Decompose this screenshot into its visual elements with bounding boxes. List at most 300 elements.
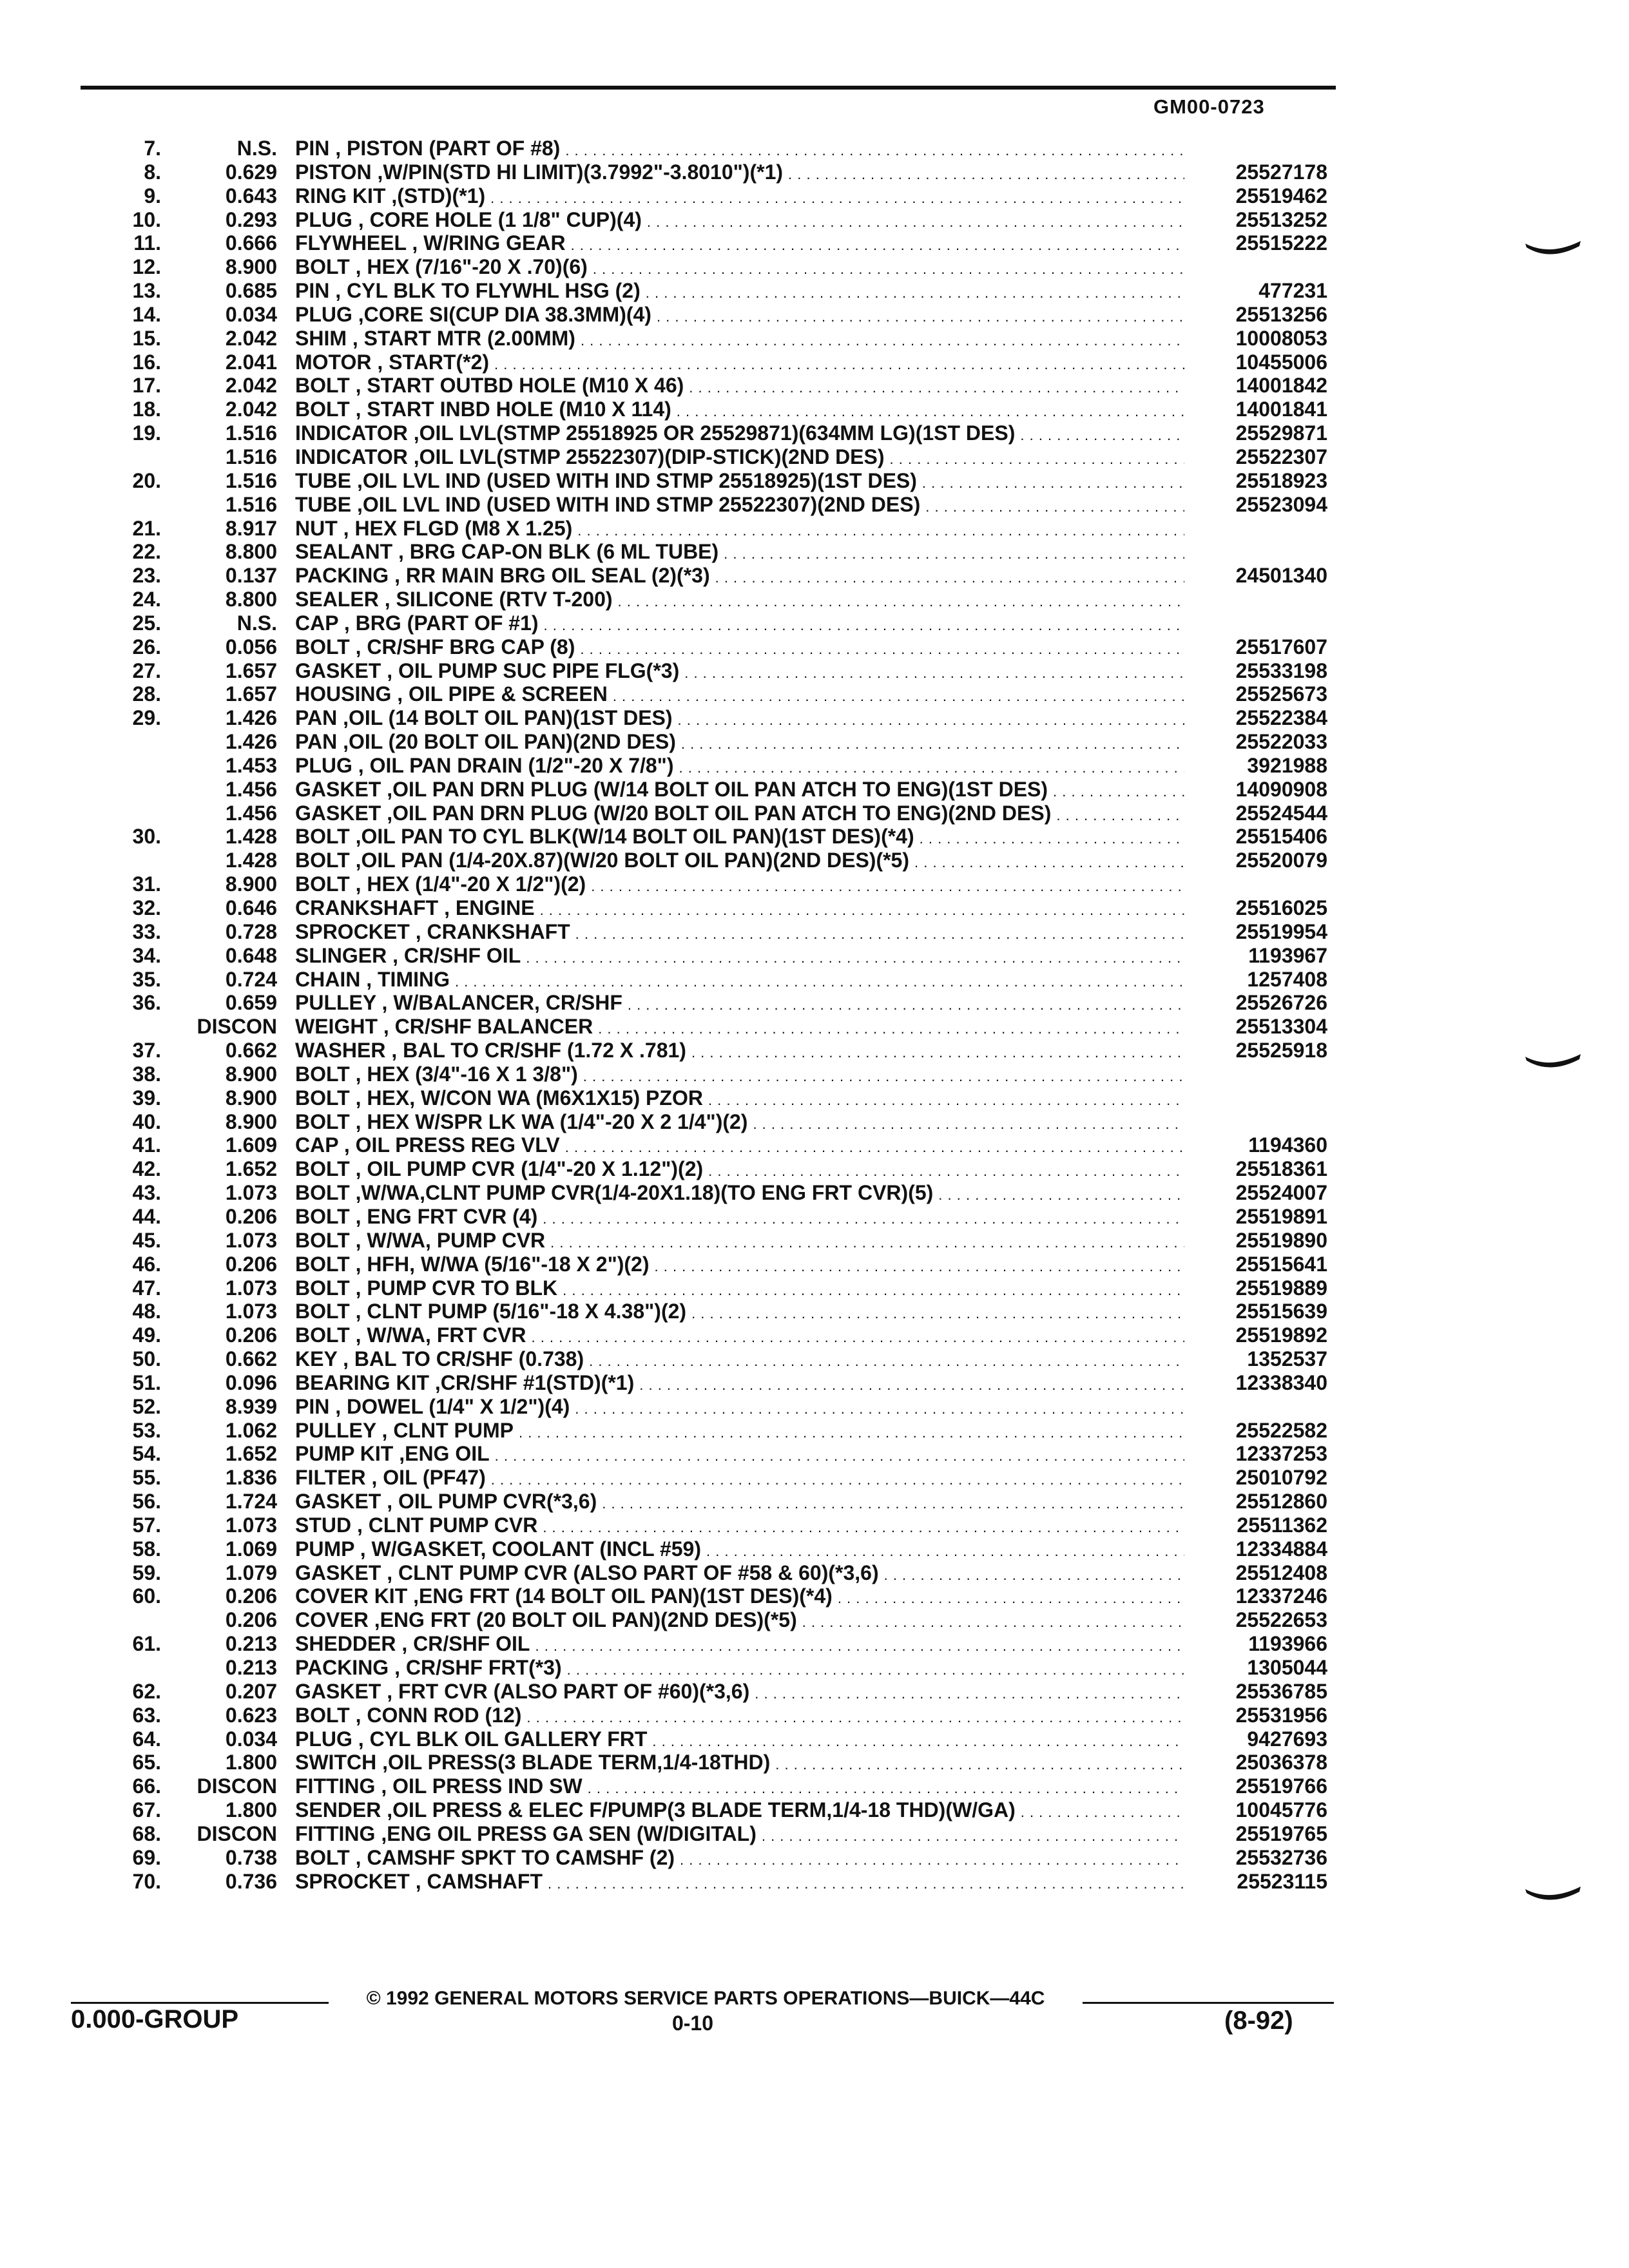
part-name: TUBE — [295, 468, 352, 492]
part-description — [295, 1608, 1184, 1634]
part-detail: , CYL BLK TO FLYWHL HSG (2) — [335, 279, 641, 303]
part-name: GASKET — [295, 801, 381, 825]
table-row — [0, 1133, 1629, 1157]
part-name: PIN — [295, 1394, 330, 1418]
table-row — [0, 778, 1629, 802]
part-detail: , CLNT PUMP CVR — [357, 1513, 538, 1537]
table-row — [0, 1680, 1629, 1704]
part-detail: , OIL PIPE & SCREEN — [397, 682, 608, 706]
part-detail: , CR/SHF OIL — [401, 1632, 530, 1656]
table-row — [0, 1751, 1629, 1774]
table-row — [0, 1822, 1629, 1846]
table-row — [0, 1300, 1629, 1323]
ref-number: 64. — [132, 1727, 161, 1751]
ref-number: 57. — [132, 1513, 161, 1537]
part-name: PAN — [295, 730, 338, 754]
part-detail: , CR/SHF BRG CAP (8) — [355, 635, 575, 658]
part-description — [295, 1798, 1184, 1824]
group-number: 1.724 — [225, 1490, 277, 1514]
group-number: 0.206 — [225, 1323, 277, 1347]
part-name: PLUG — [295, 207, 352, 231]
part-description — [295, 611, 1184, 637]
table-row — [0, 754, 1629, 778]
part-name: SENDER — [295, 1798, 381, 1822]
group-number: 0.738 — [225, 1845, 277, 1869]
ref-number: 45. — [132, 1228, 161, 1252]
part-detail: , HEX (1/4"-20 X 1/2")(2) — [355, 872, 586, 896]
part-detail: , W/WA, PUMP CVR — [355, 1228, 546, 1252]
part-detail: , CORE HOLE (1 1/8" CUP)(4) — [358, 207, 642, 231]
part-detail: , CYL BLK OIL GALLERY FRT — [358, 1727, 648, 1751]
part-name: FILTER — [295, 1466, 366, 1490]
header-rule — [81, 86, 1336, 90]
part-name: BOLT — [295, 1252, 350, 1276]
ref-number: 54. — [132, 1442, 161, 1466]
part-description — [295, 682, 1184, 708]
group-number: 0.056 — [225, 635, 277, 658]
part-name: WEIGHT — [295, 1015, 378, 1039]
part-name: CAP — [295, 1133, 338, 1157]
part-number: 25532736 — [1235, 1845, 1327, 1869]
part-description — [295, 1181, 1184, 1207]
part-name: BOLT — [295, 1110, 350, 1133]
table-row — [0, 659, 1629, 683]
part-number: 1257408 — [1247, 967, 1327, 991]
part-detail: , OIL PUMP CVR(*3,6) — [387, 1490, 597, 1514]
ref-number: 29. — [132, 706, 161, 730]
part-detail: , BRG (PART OF #1) — [343, 611, 539, 635]
part-number: 25524007 — [1235, 1181, 1327, 1205]
ref-number: 14. — [132, 302, 161, 326]
part-detail: , HEX, W/CON WA (M6X1X15) PZOR — [355, 1086, 703, 1110]
part-description — [295, 754, 1184, 780]
part-detail: ,(STD)(*1) — [391, 184, 486, 207]
ref-number: 44. — [132, 1204, 161, 1228]
part-name: SPROCKET — [295, 1869, 410, 1893]
part-detail: , HEX W/SPR LK WA (1/4"-20 X 2 1/4")(2) — [355, 1110, 748, 1133]
part-number: 25522307 — [1235, 445, 1327, 468]
table-row — [0, 825, 1629, 849]
group-number: 8.900 — [225, 255, 277, 279]
part-description — [295, 1656, 1184, 1682]
group-number: 2.042 — [225, 326, 277, 350]
part-detail: , CLNT PUMP (5/16"-18 X 4.38")(2) — [355, 1300, 687, 1323]
part-name: BOLT — [295, 255, 350, 279]
part-detail: ,OIL LVL IND (USED WITH IND STMP 25522307)(2ND DES) — [357, 492, 921, 516]
part-detail: , ENG FRT CVR (4) — [355, 1204, 538, 1228]
group-number: 8.900 — [225, 1110, 277, 1133]
part-detail: , OIL PUMP CVR (1/4"-20 X 1.12")(2) — [355, 1157, 704, 1181]
part-description — [295, 730, 1184, 756]
table-row — [0, 1181, 1629, 1205]
part-name: PIN — [295, 279, 330, 303]
part-detail: ,OIL (20 BOLT OIL PAN)(2ND DES) — [343, 730, 676, 754]
part-description — [295, 137, 1184, 162]
group-number: 1.657 — [225, 682, 277, 706]
group-number: 0.206 — [225, 1204, 277, 1228]
part-name: GASKET — [295, 1561, 381, 1584]
part-number: 12334884 — [1235, 1537, 1327, 1561]
table-row — [0, 920, 1629, 944]
group-number: 2.042 — [225, 398, 277, 421]
ref-number: 22. — [132, 540, 161, 564]
table-row — [0, 1323, 1629, 1347]
part-number: 25515639 — [1235, 1300, 1327, 1323]
part-number: 25533198 — [1235, 658, 1327, 682]
part-name: COVER KIT — [295, 1584, 408, 1608]
group-number: 0.736 — [225, 1869, 277, 1893]
part-description — [295, 1584, 1184, 1610]
table-row — [0, 1253, 1629, 1276]
part-description — [295, 1751, 1184, 1776]
part-number: 25516025 — [1235, 896, 1327, 919]
group-number: 0.728 — [225, 919, 277, 943]
part-detail: ,OIL (14 BOLT OIL PAN)(1ST DES) — [343, 706, 673, 730]
group-number: 0.206 — [225, 1584, 277, 1608]
binder-hole-mark-top — [1524, 237, 1582, 263]
part-number: 12337246 — [1235, 1584, 1327, 1608]
part-detail: , TIMING — [366, 967, 450, 991]
part-name: MOTOR — [295, 350, 372, 374]
part-detail: , START(*2) — [377, 350, 490, 374]
group-number: 0.648 — [225, 943, 277, 967]
part-name: FITTING — [295, 1774, 376, 1798]
part-name: BOLT — [295, 374, 350, 398]
part-name: BOLT — [295, 1228, 350, 1252]
part-name: GASKET — [295, 1679, 381, 1703]
part-number: 25515406 — [1235, 825, 1327, 849]
group-number: 0.206 — [225, 1252, 277, 1276]
part-name: CAP — [295, 611, 338, 635]
group-number: 0.034 — [225, 1727, 277, 1751]
group-number: 1.652 — [225, 1442, 277, 1466]
parts-list — [0, 137, 1629, 1893]
ref-number: 28. — [132, 682, 161, 706]
part-detail: , CAMSHF SPKT TO CAMSHF (2) — [355, 1845, 675, 1869]
ref-number: 42. — [132, 1157, 161, 1181]
part-number: 25525673 — [1235, 682, 1327, 706]
part-description — [295, 588, 1184, 613]
part-number: 25512860 — [1235, 1490, 1327, 1514]
table-row — [0, 1347, 1629, 1371]
table-row — [0, 1798, 1629, 1822]
part-detail: ,OIL PRESS & ELEC F/PUMP(3 BLADE TERM,1/4-18 THD)(W/GA) — [387, 1798, 1016, 1822]
ref-number: 52. — [132, 1394, 161, 1418]
part-number: 25519462 — [1235, 184, 1327, 207]
part-description — [295, 1395, 1184, 1421]
table-row — [0, 1490, 1629, 1514]
table-row — [0, 1276, 1629, 1300]
part-name: PLUG — [295, 1727, 352, 1751]
part-name: SLINGER — [295, 943, 387, 967]
ref-number: 27. — [132, 658, 161, 682]
group-number: 2.041 — [225, 350, 277, 374]
part-name: RING KIT — [295, 184, 386, 207]
part-description — [295, 1062, 1184, 1088]
table-row — [0, 255, 1629, 279]
table-row — [0, 1157, 1629, 1181]
group-number: 8.900 — [225, 872, 277, 896]
page-number: 0-10 — [671, 2012, 714, 2035]
group-number: 1.516 — [225, 445, 277, 468]
part-number: 25513304 — [1235, 1015, 1327, 1039]
part-description — [295, 469, 1184, 495]
ref-number: 53. — [132, 1418, 161, 1442]
part-name: CHAIN — [295, 967, 361, 991]
group-number: 8.917 — [225, 516, 277, 540]
part-detail: , PISTON (PART OF #8) — [335, 137, 561, 160]
part-description — [295, 1704, 1184, 1729]
part-detail: , OIL PAN DRAIN (1/2"-20 X 7/8") — [358, 753, 674, 777]
part-number: 25523115 — [1237, 1869, 1327, 1893]
group-number: 1.073 — [225, 1276, 277, 1300]
part-detail: , OIL PRESS IND SW — [381, 1774, 583, 1798]
part-description — [295, 279, 1184, 305]
part-description — [295, 540, 1184, 566]
part-number: 25515222 — [1235, 231, 1327, 255]
group-number: 1.453 — [225, 753, 277, 777]
part-number: 25519892 — [1235, 1323, 1327, 1347]
table-row — [0, 1632, 1629, 1656]
part-description — [295, 1419, 1184, 1445]
ref-number: 33. — [132, 919, 161, 943]
table-row — [0, 1015, 1629, 1039]
table-row — [0, 398, 1629, 421]
group-number: 8.800 — [225, 540, 277, 564]
table-row — [0, 1704, 1629, 1727]
part-number: 25515641 — [1235, 1252, 1327, 1276]
part-description — [295, 1870, 1184, 1896]
part-detail: ,ENG FRT (20 BOLT OIL PAN)(2ND DES)(*5) — [374, 1608, 797, 1632]
part-description — [295, 1774, 1184, 1800]
ref-number: 41. — [132, 1133, 161, 1157]
part-description — [295, 1300, 1184, 1325]
part-description — [295, 398, 1184, 423]
ref-number: 9. — [144, 184, 161, 207]
part-name: STUD — [295, 1513, 352, 1537]
group-number: 1.428 — [225, 825, 277, 849]
part-name: PULLEY — [295, 991, 376, 1015]
part-name: BOLT — [295, 398, 350, 421]
part-description — [295, 802, 1184, 827]
group-number: 1.657 — [225, 658, 277, 682]
group-number: 1.609 — [225, 1133, 277, 1157]
ref-number: 48. — [132, 1300, 161, 1323]
part-name: SHEDDER — [295, 1632, 396, 1656]
ref-number: 50. — [132, 1347, 161, 1371]
part-description — [295, 1537, 1184, 1563]
part-detail: ,OIL PAN TO CYL BLK(W/14 BOLT OIL PAN)(1ST DES)(*4) — [355, 825, 914, 849]
part-detail: , PUMP CVR TO BLK — [355, 1276, 558, 1300]
group-number: 0.293 — [225, 207, 277, 231]
table-row — [0, 1537, 1629, 1561]
ref-number: 49. — [132, 1323, 161, 1347]
ref-number: 30. — [132, 825, 161, 849]
table-row — [0, 706, 1629, 730]
catalog-code: GM00-0723 — [1153, 95, 1265, 118]
ref-number: 39. — [132, 1086, 161, 1110]
part-number: 24501340 — [1235, 564, 1327, 588]
table-row — [0, 208, 1629, 232]
ref-number: 35. — [132, 967, 161, 991]
group-number: 1.516 — [225, 468, 277, 492]
part-name: GASKET — [295, 777, 381, 801]
part-number: 25526726 — [1235, 991, 1327, 1015]
table-row — [0, 802, 1629, 825]
part-number: 1352537 — [1247, 1347, 1327, 1371]
part-description — [295, 1086, 1184, 1112]
ref-number: 20. — [132, 468, 161, 492]
part-description — [295, 1442, 1184, 1468]
part-name: WASHER — [295, 1039, 386, 1062]
ref-number: 66. — [132, 1774, 161, 1798]
group-number: 0.643 — [225, 184, 277, 207]
group-number: 8.939 — [225, 1394, 277, 1418]
part-name: BEARING KIT — [295, 1370, 429, 1394]
table-row — [0, 588, 1629, 611]
ref-number: 21. — [132, 516, 161, 540]
part-detail: , OIL PRESS REG VLV — [343, 1133, 560, 1157]
group-number: 0.724 — [225, 967, 277, 991]
table-row — [0, 1371, 1629, 1395]
table-row — [0, 231, 1629, 255]
ref-number: 62. — [132, 1679, 161, 1703]
ref-number: 24. — [132, 588, 161, 611]
part-description — [295, 1133, 1184, 1159]
binder-hole-mark-middle — [1524, 1050, 1582, 1076]
part-description — [295, 421, 1184, 447]
part-number: 9427693 — [1247, 1727, 1327, 1751]
part-description — [295, 1632, 1184, 1658]
part-detail: , FRT CVR (ALSO PART OF #60)(*3,6) — [387, 1679, 750, 1703]
ref-number: 10. — [132, 207, 161, 231]
part-number: 25522384 — [1235, 706, 1327, 730]
part-name: BOLT — [295, 1086, 350, 1110]
part-description — [295, 1205, 1184, 1231]
ref-number: 12. — [132, 255, 161, 279]
part-number: 25529871 — [1235, 421, 1327, 445]
part-name: BOLT — [295, 825, 350, 849]
table-row — [0, 351, 1629, 374]
group-number: 1.800 — [225, 1798, 277, 1822]
group-number: 0.629 — [225, 160, 277, 184]
part-detail: , START INBD HOLE (M10 X 114) — [355, 398, 671, 421]
table-row — [0, 1608, 1629, 1632]
part-description — [295, 351, 1184, 376]
ref-number: 34. — [132, 943, 161, 967]
part-description — [295, 872, 1184, 898]
ref-number: 70. — [132, 1869, 161, 1893]
ref-number: 59. — [132, 1561, 161, 1584]
part-detail: ,OIL PRESS(3 BLADE TERM,1/4-18THD) — [382, 1751, 771, 1774]
group-number: 1.079 — [225, 1561, 277, 1584]
group-number: 1.836 — [225, 1466, 277, 1490]
group-number: N.S. — [236, 611, 277, 635]
group-number: 1.428 — [225, 849, 277, 872]
group-number: 0.662 — [225, 1347, 277, 1371]
part-detail: ,OIL LVL(STMP 25518925 OR 25529871)(634MM LG)(1ST DES) — [413, 421, 1016, 445]
ref-number: 8. — [144, 160, 161, 184]
part-description — [295, 374, 1184, 399]
table-row — [0, 1110, 1629, 1134]
part-number: 25536785 — [1235, 1679, 1327, 1703]
table-row — [0, 1442, 1629, 1466]
part-name: PAN — [295, 706, 338, 730]
group-number: 1.069 — [225, 1537, 277, 1561]
ref-number: 19. — [132, 421, 161, 445]
part-number: 25522582 — [1235, 1418, 1327, 1442]
part-description — [295, 255, 1184, 281]
part-name: GASKET — [295, 1490, 381, 1514]
table-row — [0, 1656, 1629, 1680]
part-name: BOLT — [295, 1181, 350, 1205]
table-row — [0, 421, 1629, 445]
part-detail: , ENGINE — [444, 896, 535, 919]
part-number: 25518923 — [1235, 468, 1327, 492]
part-name: SHIM — [295, 326, 347, 350]
ref-number: 26. — [132, 635, 161, 658]
table-row — [0, 1466, 1629, 1490]
part-number: 25522033 — [1235, 730, 1327, 754]
table-row — [0, 968, 1629, 992]
table-row — [0, 160, 1629, 184]
ref-number: 32. — [132, 896, 161, 919]
part-number: 1305044 — [1247, 1656, 1327, 1679]
part-name: CRANKSHAFT — [295, 896, 439, 919]
part-description — [295, 160, 1184, 186]
part-number: 25010792 — [1235, 1466, 1327, 1490]
part-name: SEALER — [295, 588, 379, 611]
part-number: 25519954 — [1235, 919, 1327, 943]
part-description — [295, 445, 1184, 471]
part-description — [295, 1727, 1184, 1753]
table-row — [0, 944, 1629, 968]
group-number: 0.685 — [225, 279, 277, 303]
part-name: KEY — [295, 1347, 338, 1371]
part-description — [295, 706, 1184, 732]
part-description — [295, 1253, 1184, 1278]
part-detail: , W/RING GEAR — [412, 231, 566, 255]
part-number: 10455006 — [1235, 350, 1327, 374]
part-description — [295, 1822, 1184, 1848]
part-name: BOLT — [295, 1845, 350, 1869]
part-description — [295, 968, 1184, 994]
part-number: 25513252 — [1235, 207, 1327, 231]
group-label: 0.000-GROUP — [71, 2005, 239, 2033]
part-number: 25519891 — [1235, 1204, 1327, 1228]
part-description — [295, 1680, 1184, 1706]
part-detail: ,OIL LVL(STMP 25522307)(DIP-STICK)(2ND DES) — [413, 445, 885, 468]
ref-number: 15. — [132, 326, 161, 350]
group-number: 0.137 — [225, 564, 277, 588]
part-name: BOLT — [295, 1157, 350, 1181]
table-row — [0, 469, 1629, 493]
part-number: 3921988 — [1247, 753, 1327, 777]
group-number: 0.206 — [225, 1608, 277, 1632]
footer-rule-right — [1083, 2002, 1334, 2004]
part-detail: , CLNT PUMP — [381, 1418, 514, 1442]
group-number: 0.623 — [225, 1703, 277, 1727]
part-description — [295, 184, 1184, 210]
part-name: PACKING — [295, 564, 389, 588]
part-name: COVER — [295, 1608, 369, 1632]
part-number: 25518361 — [1235, 1157, 1327, 1181]
ref-number: 37. — [132, 1039, 161, 1062]
part-detail: , CR/SHF BALANCER — [383, 1015, 593, 1039]
ref-number: 56. — [132, 1490, 161, 1514]
part-name: FITTING — [295, 1821, 376, 1845]
part-description — [295, 303, 1184, 329]
